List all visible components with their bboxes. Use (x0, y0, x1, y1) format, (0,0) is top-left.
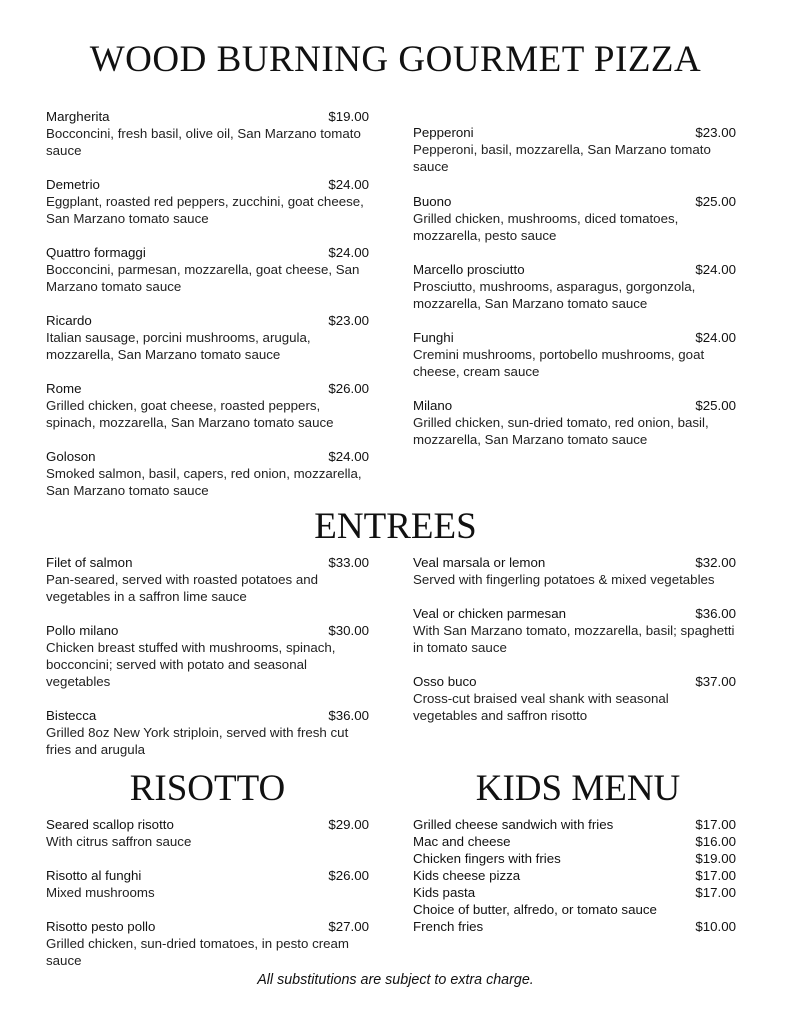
item-price: $26.00 (328, 868, 369, 883)
item-price: $19.00 (695, 851, 736, 866)
menu-item (46, 176, 369, 227)
item-price: $36.00 (328, 708, 369, 723)
item-name: Kids cheese pizza (413, 868, 521, 883)
item-description: Bocconcini, parmesan, mozzarella, goat cheese, San Marzano tomato sauce (46, 262, 360, 294)
list-item (413, 867, 736, 884)
menu-item (46, 867, 369, 901)
item-price: $24.00 (328, 449, 369, 464)
item-name: Risotto al funghi (46, 868, 142, 883)
item-description: Chicken breast stuffed with mushrooms, spinach, bocconcini; served with potato and seasonal vegetables (46, 640, 336, 689)
item-name: Veal marsala or lemon (413, 555, 546, 570)
menu-item (46, 108, 369, 159)
item-description: Grilled chicken, sun-dried tomatoes, in pesto cream sauce (46, 936, 350, 968)
item-description: Cross-cut braised veal shank with seasonal vegetables and saffron risotto (413, 691, 669, 723)
item-price: $24.00 (328, 177, 369, 192)
item-price: $24.00 (328, 245, 369, 260)
item-description: With San Marzano tomato, mozzarella, basil; spaghetti in tomato sauce (413, 623, 735, 655)
item-price: $17.00 (695, 868, 736, 883)
item-price: $16.00 (695, 834, 736, 849)
section-title-entrees: ENTREES (314, 506, 477, 547)
item-name: Bistecca (46, 708, 97, 723)
item-price: $26.00 (328, 381, 369, 396)
item-name: Milano (413, 398, 453, 413)
item-description: Eggplant, roasted red peppers, zucchini, goat cheese, San Marzano tomato sauce (46, 194, 364, 226)
menu-item (46, 554, 369, 605)
menu-item (46, 380, 369, 431)
item-description: Grilled chicken, goat cheese, roasted peppers, spinach, mozzarella, San Marzano tomato sauce (46, 398, 334, 430)
menu-item (46, 622, 369, 690)
item-name: Buono (413, 194, 452, 209)
item-name: Quattro formaggi (46, 245, 146, 260)
list-item (413, 918, 736, 935)
menu-item (46, 918, 369, 969)
item-description: Grilled chicken, sun-dried tomato, red onion, basil, mozzarella, San Marzano tomato sauce (413, 415, 709, 447)
item-description: With citrus saffron sauce (46, 834, 192, 849)
item-price: $23.00 (695, 125, 736, 140)
item-name: French fries (413, 919, 484, 934)
item-name: Rome (46, 381, 82, 396)
item-description: Pepperoni, basil, mozzarella, San Marzano tomato sauce (413, 142, 711, 174)
item-name: Osso buco (413, 674, 477, 689)
item-name: Kids pasta (413, 885, 476, 900)
item-name: Mac and cheese (413, 834, 511, 849)
item-price: $32.00 (695, 555, 736, 570)
item-name: Seared scallop risotto (46, 817, 174, 832)
item-price: $37.00 (695, 674, 736, 689)
item-name: Ricardo (46, 313, 92, 328)
menu-item (413, 124, 736, 175)
footer-note: All substitutions are subject to extra charge. (257, 972, 534, 988)
list-item (413, 850, 736, 867)
item-price: $33.00 (328, 555, 369, 570)
page-title: WOOD BURNING GOURMET PIZZA (89, 39, 702, 80)
item-description: Italian sausage, porcini mushrooms, arugula, mozzarella, San Marzano tomato sauce (46, 330, 311, 362)
item-name: Marcello prosciutto (413, 262, 525, 277)
item-price: $17.00 (695, 885, 736, 900)
menu-item (413, 554, 743, 588)
item-price: $24.00 (695, 330, 736, 345)
section-title-risotto: RISOTTO (129, 768, 286, 809)
item-name: Filet of salmon (46, 555, 133, 570)
item-price: $27.00 (328, 919, 369, 934)
item-description: Pan-seared, served with roasted potatoes and vegetables in a saffron lime sauce (46, 572, 319, 604)
menu-item (46, 816, 369, 850)
list-item (413, 884, 736, 901)
item-description: Grilled chicken, mushrooms, diced tomatoes, mozzarella, pesto sauce (413, 211, 679, 243)
item-description: Prosciutto, mushrooms, asparagus, gorgonzola, mozzarella, San Marzano tomato sauce (413, 279, 696, 311)
item-price: $10.00 (695, 919, 736, 934)
item-price: $25.00 (695, 398, 736, 413)
menu-item (46, 244, 369, 295)
item-price: $25.00 (695, 194, 736, 209)
item-price: $36.00 (695, 606, 736, 621)
item-price: $24.00 (695, 262, 736, 277)
menu-item (46, 707, 369, 758)
item-name: Pollo milano (46, 623, 119, 638)
item-price: $23.00 (328, 313, 369, 328)
menu-item (413, 605, 736, 656)
menu-item (413, 193, 736, 244)
menu-item (46, 312, 369, 363)
item-price: $19.00 (328, 109, 369, 124)
item-description: Grilled 8oz New York striploin, served with fresh cut fries and arugula (46, 725, 349, 757)
item-description: Bocconcini, fresh basil, olive oil, San Marzano tomato sauce (46, 126, 361, 158)
list-item (413, 816, 736, 833)
kids-menu-list (413, 816, 736, 935)
item-name: Risotto pesto pollo (46, 919, 156, 934)
item-description: Choice of butter, alfredo, or tomato sauce (413, 902, 657, 917)
item-description: Cremini mushrooms, portobello mushrooms, goat cheese, cream sauce (413, 347, 705, 379)
item-name: Chicken fingers with fries (413, 851, 561, 866)
menu-item (46, 448, 369, 499)
item-name: Margherita (46, 109, 110, 124)
item-name: Goloson (46, 449, 96, 464)
menu-item (413, 329, 736, 380)
item-description: Served with fingerling potatoes & mixed vegetables (413, 572, 715, 587)
item-name: Pepperoni (413, 125, 474, 140)
menu-item (413, 397, 736, 448)
item-price: $30.00 (328, 623, 369, 638)
section-title-kids-menu: KIDS MENU (475, 768, 681, 809)
item-name: Grilled cheese sandwich with fries (413, 817, 614, 832)
item-price: $29.00 (328, 817, 369, 832)
item-name: Demetrio (46, 177, 100, 192)
item-name: Veal or chicken parmesan (413, 606, 566, 621)
menu-item (413, 261, 736, 312)
item-description: Smoked salmon, basil, capers, red onion, mozzarella, San Marzano tomato sauce (46, 466, 362, 498)
menu-item (413, 673, 736, 724)
item-description: Mixed mushrooms (46, 885, 155, 900)
item-price: $17.00 (695, 817, 736, 832)
item-name: Funghi (413, 330, 454, 345)
list-item (413, 833, 736, 850)
